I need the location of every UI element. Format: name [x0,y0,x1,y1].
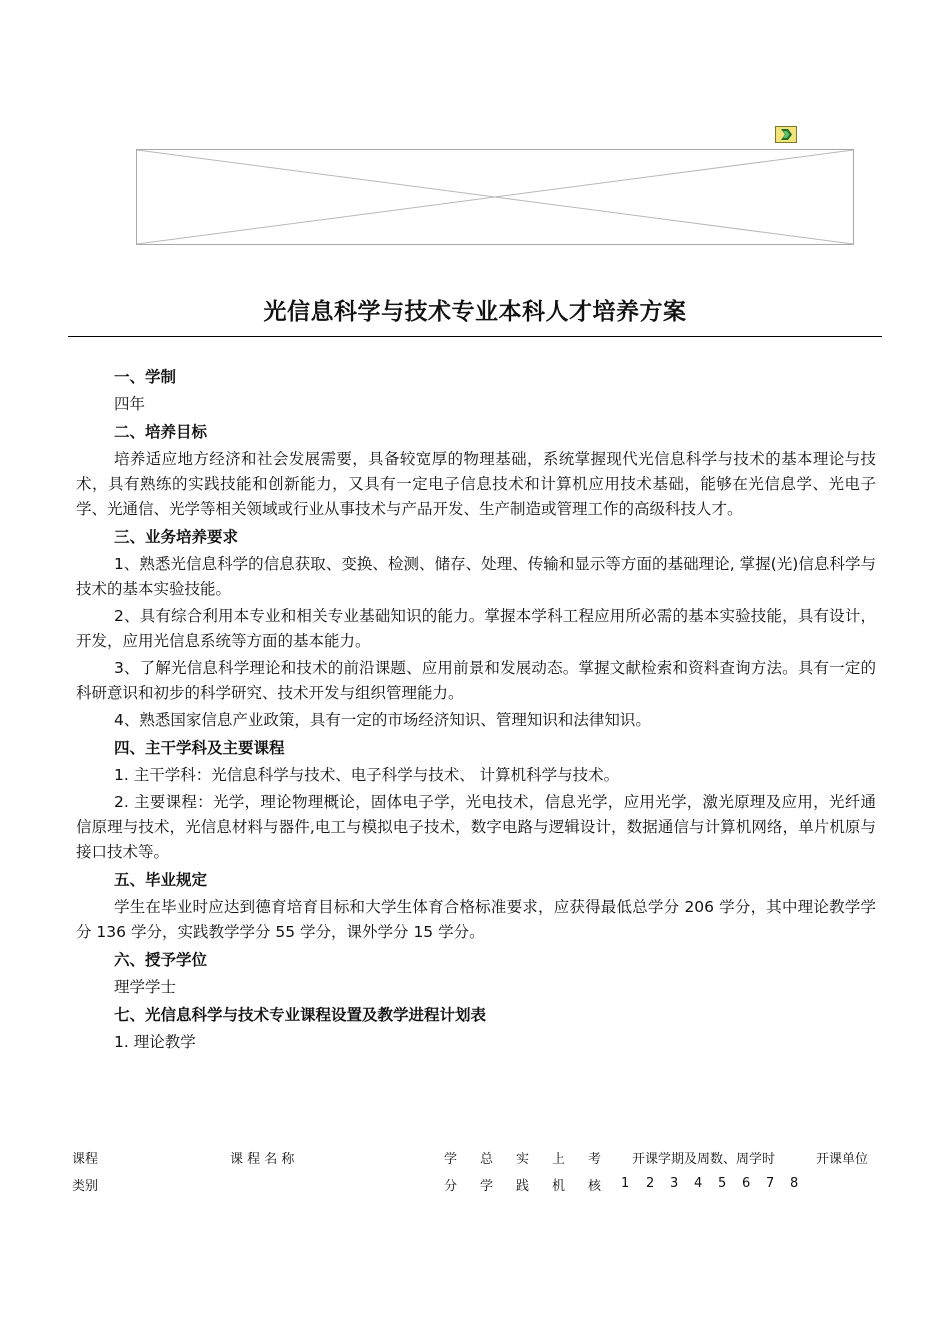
broken-image-placeholder [136,149,854,245]
section-heading-4: 四、主干学科及主要课程 [114,739,285,757]
col-term-7: 7 [766,1176,775,1191]
page-title: 光信息科学与技术专业本科人才培养方案 [263,299,687,325]
col-practice-line1: 实 [516,1152,530,1167]
title-divider [68,336,882,337]
discipline-item-1: 1. 主干学科：光信息科学与技术、电子科学与技术、 计算机科学与技术。 [114,766,620,784]
col-unit: 开课单位 [816,1152,869,1167]
section-text-1: 四年 [114,395,146,413]
section-heading-2: 二、培养目标 [114,423,208,441]
requirement-item-2: 2、具有综合利用本专业和相关专业基础知识的能力。掌握本学科工程应用所必需的基本实验技能，具有设计，开发，应用光信息系统等方面的基本能力。 [76,607,876,650]
col-credit-line2: 分 [444,1179,458,1194]
col-semester: 开课学期及周数、周学时 [632,1152,776,1167]
section-heading-6: 六、授予学位 [114,951,208,969]
col-course-category-line1: 课程 [72,1152,99,1167]
col-exam-line1: 考 [588,1152,602,1167]
arrow-icon [775,126,797,143]
section-text-2: 培养适应地方经济和社会发展需要，具备较宽厚的物理基础，系统掌握现代光信息科学与技术的基本理论与技术，具有熟练的实践技能和创新能力，又具有一定电子信息技术和计算机应用技术基础，能够在光信息学、光电子学、光通信、光学等相关领域或行业从事技术与产品开发、生产制造或管理工作的高级科技人才。 [76,450,876,518]
course-table-header [72,1148,882,1198]
col-term-3: 3 [670,1176,679,1191]
col-term-8: 8 [790,1176,799,1191]
requirement-item-4: 4、熟悉国家信息产业政策，具有一定的市场经济知识、管理知识和法律知识。 [114,711,651,729]
col-course-category-line2: 类别 [72,1179,99,1194]
col-term-5: 5 [718,1176,727,1191]
col-term-1: 1 [621,1176,630,1191]
col-computer-line2: 机 [552,1179,566,1194]
section-heading-5: 五、毕业规定 [114,871,208,889]
col-total-hours-line1: 总 [480,1152,494,1167]
col-credit-line1: 学 [444,1152,458,1167]
section-heading-1: 一、学制 [114,368,177,386]
col-practice-line2: 践 [516,1179,530,1194]
section-text-5: 学生在毕业时应达到德育培育目标和大学生体育合格标准要求，应获得最低总学分 206 学分，其中理论教学学分 136 学分，实践教学学分 55 学分，课外学分 15 学分。 [76,898,876,941]
requirement-item-3: 3、了解光信息科学理论和技术的前沿课题、应用前景和发展动态。掌握文献检索和资料查询方法。具有一定的科研意识和初步的科学研究、技术开发与组织管理能力。 [76,659,876,702]
document-body [76,362,876,1057]
section-heading-3: 三、业务培养要求 [114,528,239,546]
discipline-item-2: 2. 主要课程：光学，理论物理概论，固体电子学，光电技术，信息光学，应用光学，激光原理及应用，光纤通信原理与技术，光信息材料与器件,电工与模拟电子技术，数字电路与逻辑设计，数据通信与计算机网络，单片机原与接口技术等。 [76,793,876,861]
broken-image-icon [137,150,853,244]
col-total-hours-line2: 学 [480,1179,494,1194]
col-term-6: 6 [742,1176,751,1191]
section-text-6: 理学学士 [114,978,177,996]
section-heading-7: 七、光信息科学与技术专业课程设置及教学进程计划表 [114,1006,487,1024]
col-computer-line1: 上 [552,1152,566,1167]
col-course-name: 课 程 名 称 [230,1152,295,1167]
requirement-item-1: 1、熟悉光信息科学的信息获取、变换、检测、储存、处理、传输和显示等方面的基础理论, 掌握(光)信息科学与技术的基本实验技能。 [76,555,876,598]
col-exam-line2: 核 [588,1179,602,1194]
col-term-4: 4 [694,1176,703,1191]
section-subheading-7: 1. 理论教学 [114,1033,196,1051]
col-term-2: 2 [646,1176,655,1191]
